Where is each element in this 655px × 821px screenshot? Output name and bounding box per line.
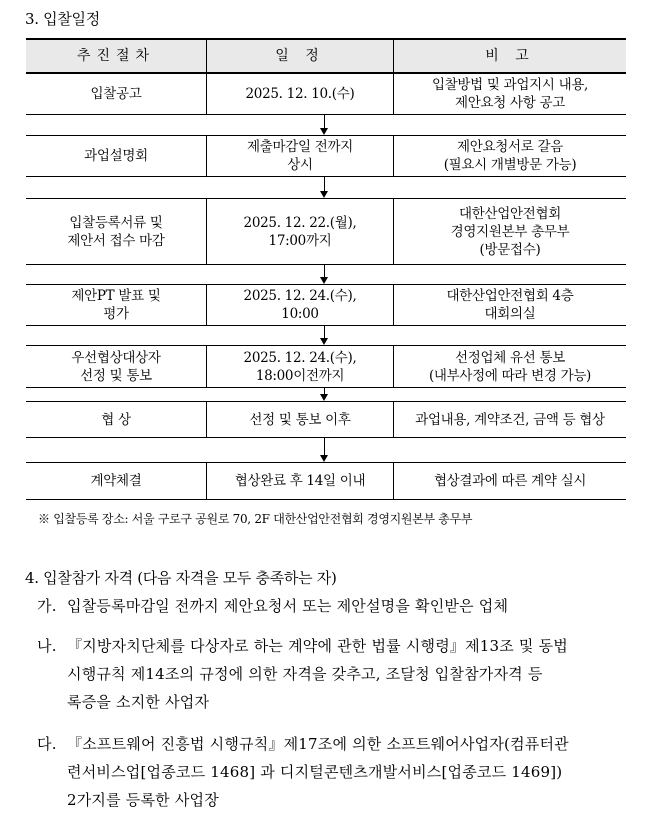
flow-arrow-icon [26, 115, 626, 135]
row-note: 대한산업안전협회 경영지원본부 총무부 (방문접수) [450, 205, 570, 258]
flow-arrow-icon [26, 438, 626, 462]
table-row [26, 73, 626, 115]
row-step: 우선협상대상자 선정 및 통보 [71, 349, 161, 384]
row-date: 제출마감일 전까지 상시 [206, 136, 394, 176]
row-note: 입찰방법 및 과업지시 내용, 제안요청 사항 공고 [431, 77, 589, 111]
row-date: 2025. 12. 10.(수) [206, 74, 394, 114]
row-step: 입찰공고 [90, 86, 142, 102]
section-4-title: 4. 입찰참가 자격 (다음 자격을 모두 충족하는 자) [25, 569, 337, 587]
table-row [26, 198, 626, 265]
item-mark: 가. [37, 597, 57, 615]
row-note: 협상결과에 따른 계약 실시 [433, 473, 587, 489]
header-note: 비 고 [485, 48, 535, 64]
table-header-row [26, 38, 626, 73]
section-3-title: 3. 입찰일정 [25, 10, 100, 28]
item-text: 입찰등록마감일 전까지 제안요청서 또는 제안설명을 확인받은 업체 [67, 597, 509, 615]
table-row [26, 284, 626, 326]
row-step: 과업설명회 [84, 148, 148, 164]
flow-arrow-icon [26, 326, 626, 345]
header-step: 추진절차 [76, 48, 156, 64]
flow-arrow-icon [26, 388, 626, 401]
list-item [37, 592, 637, 620]
row-date: 2025. 12. 24.(수), 18:00이전까지 [206, 346, 394, 387]
row-note: 과업내용, 계약조건, 금액 등 협상 [415, 411, 605, 428]
list-item [37, 632, 637, 720]
list-item [37, 730, 637, 818]
header-date: 일 정 [206, 40, 394, 72]
table-row [26, 401, 626, 438]
row-date: 2025. 12. 22.(월), 17:00까지 [206, 199, 394, 264]
item-mark: 나. [37, 637, 57, 655]
flow-arrow-icon [26, 265, 626, 284]
table-row [26, 135, 626, 177]
footnote: ※ 입찰등록 장소: 서울 구로구 공원로 70, 2F 대한산업안전협회 경영지원본부 총무부 [38, 512, 473, 526]
item-mark: 다. [37, 735, 57, 753]
row-step: 협 상 [101, 411, 131, 428]
row-date: 협상완료 후 14일 이내 [206, 463, 394, 499]
flow-arrow-icon [26, 177, 626, 198]
row-step: 계약체결 [90, 473, 142, 489]
row-date: 선정 및 통보 이후 [206, 402, 394, 437]
row-note: 대한산업안전협회 4층 대회의실 [446, 288, 574, 322]
item-text: 『소프트웨어 진흥법 시행규칙』제17조에 의한 소프트웨어사업자(컴퓨터관 련서비스업[업종코드 1468] 과 디지털콘텐츠개발서비스[업종코드 1469]) 2가지를 등록한 사업장 [67, 735, 569, 809]
table-row [26, 345, 626, 388]
row-step: 제안PT 발표 및 평가 [71, 288, 161, 322]
item-text: 『지방자치단체를 다상자로 하는 계약에 관한 법률 시행령』제13조 및 동법 시행규칙 제14조의 규정에 의한 자격을 갖추고, 조달청 입찰참가자격 등 록증을 소지한 사업자 [67, 637, 568, 711]
row-date: 2025. 12. 24.(수), 10:00 [206, 285, 394, 325]
table-row [26, 462, 626, 500]
row-note: 선정업체 유선 통보 (내부사정에 따라 변경 가능) [428, 349, 592, 384]
row-note: 제안요청서로 갈음 (필요시 개별방문 가능) [443, 139, 577, 173]
row-step: 입찰등록서류 및 제안서 접수 마감 [67, 214, 165, 249]
